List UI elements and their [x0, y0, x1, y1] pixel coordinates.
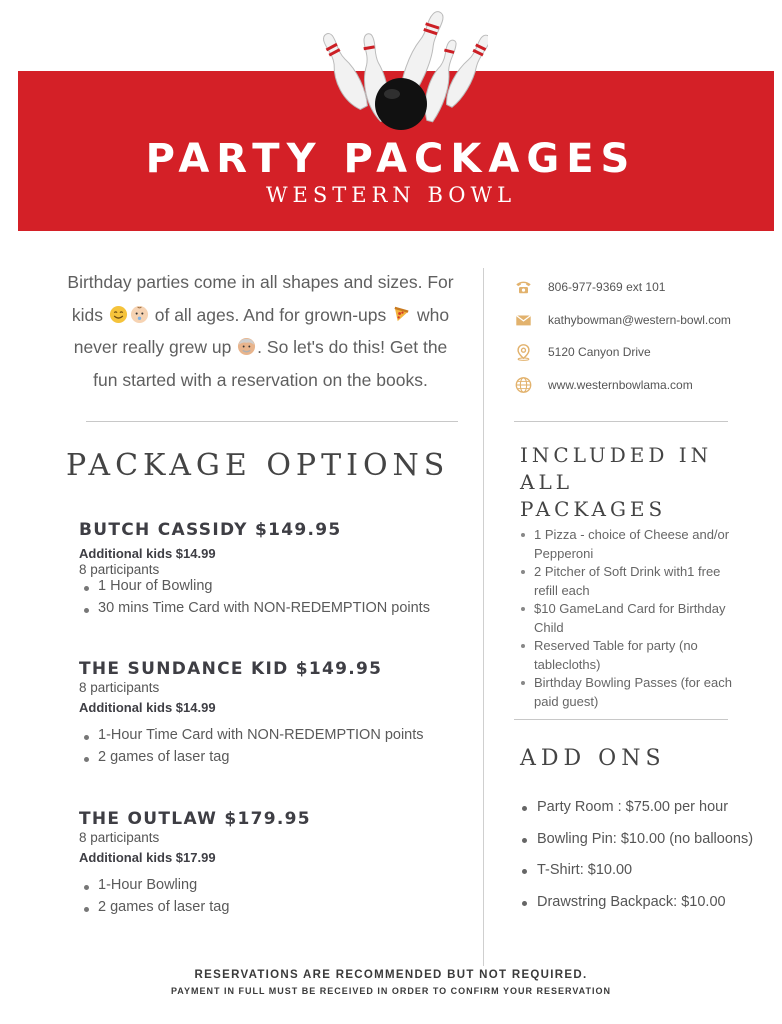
intro-line: of all ages. And for grown-ups: [154, 304, 387, 325]
intro-line: fun started with a reservation on the books.: [93, 369, 428, 390]
contact-text: 5120 Canyon Drive: [548, 345, 651, 359]
included-list: [518, 526, 738, 711]
phone-icon: [514, 278, 533, 296]
list-item: T-Shirt: $10.00: [518, 855, 763, 887]
contact-email[interactable]: [514, 311, 754, 331]
package-additional-kids: Additional kids $14.99: [79, 700, 216, 715]
package-additional-kids: Additional kids $14.99: [79, 546, 216, 561]
contact-address: [514, 343, 754, 363]
list-item: 30 mins Time Card with NON-REDEMPTION points: [79, 600, 469, 616]
intro-line: Birthday parties come in all shapes and sizes. For: [67, 272, 454, 292]
package-sundance-kid: [79, 659, 469, 765]
footer-payment-note: PAYMENT IN FULL MUST BE RECEIVED IN ORDER TO CONFIRM YOUR RESERVATION: [170, 986, 612, 996]
list-item: 1 Hour of Bowling: [79, 578, 469, 594]
contact-text[interactable]: kathybowman@western-bowl.com: [548, 313, 731, 327]
package-participants: 8 participants: [79, 680, 160, 695]
package-items: [79, 877, 469, 915]
package-items: [79, 727, 469, 765]
page-subtitle: WESTERN BOWL: [265, 183, 517, 207]
package-items: [79, 578, 469, 616]
divider: [86, 421, 458, 422]
package-additional-kids: Additional kids $17.99: [79, 850, 216, 865]
divider: [514, 421, 728, 422]
smiling-face-icon: [109, 305, 128, 324]
included-title-line: INCLUDED IN: [520, 443, 713, 467]
list-item: Reserved Table for party (no tablecloths): [518, 637, 738, 674]
baby-face-icon: [130, 305, 149, 324]
list-item: Bowling Pin: $10.00 (no balloons): [518, 824, 763, 856]
included-title-line: PACKAGES: [520, 497, 667, 521]
included-title-line: ALL: [520, 470, 574, 494]
intro-paragraph: [58, 266, 463, 396]
contact-text: 806-977-9369 ext 101: [548, 280, 666, 294]
divider: [514, 719, 728, 720]
list-item: 1 Pizza - choice of Cheese and/or Pepperoni: [518, 526, 738, 563]
contact-website[interactable]: [514, 376, 754, 396]
page-title: PARTY PACKAGES: [145, 136, 637, 182]
list-item: 2 games of laser tag: [79, 749, 469, 765]
list-item: Party Room : $75.00 per hour: [518, 792, 763, 824]
intro-line: kids: [71, 304, 103, 325]
included-title: [520, 442, 730, 523]
list-item: 1-Hour Bowling: [79, 877, 469, 893]
package-name: THE SUNDANCE KID $149.95: [79, 659, 383, 679]
mail-icon: [514, 311, 533, 329]
list-item: Drawstring Backpack: $10.00: [518, 887, 763, 919]
package-options-title: PACKAGE OPTIONS: [66, 448, 450, 483]
package-name: BUTCH CASSIDY $149.95: [79, 520, 342, 540]
column-divider: [483, 268, 484, 966]
location-pin-icon: [514, 343, 533, 361]
intro-line: who: [417, 304, 450, 325]
package-butch-cassidy: [79, 520, 469, 616]
list-item: 1-Hour Time Card with NON-REDEMPTION points: [79, 727, 469, 743]
add-ons-title: ADD ONS: [520, 746, 666, 771]
list-item: $10 GameLand Card for Birthday Child: [518, 600, 738, 637]
footer-note: RESERVATIONS ARE RECOMMENDED BUT NOT REQUIRED.: [194, 969, 588, 981]
older-man-face-icon: [237, 337, 256, 356]
contact-text[interactable]: www.westernbowlama.com: [548, 378, 693, 392]
list-item: 2 Pitcher of Soft Drink with1 free refill each: [518, 563, 738, 600]
list-item: 2 games of laser tag: [79, 899, 469, 915]
package-participants: 8 participants: [79, 562, 160, 577]
package-participants: 8 participants: [79, 830, 160, 845]
add-ons-list: [518, 792, 763, 918]
contact-phone: [514, 278, 754, 298]
globe-icon: [514, 376, 533, 394]
intro-line: never really grew up: [73, 337, 232, 357]
pizza-slice-icon: [392, 305, 411, 324]
package-name: THE OUTLAW $179.95: [79, 809, 311, 829]
intro-line: . So let's do this! Get the: [257, 337, 448, 357]
bowling-pins-ball-icon: [318, 4, 488, 132]
list-item: Birthday Bowling Passes (for each paid guest): [518, 674, 738, 711]
package-outlaw: [79, 809, 469, 915]
